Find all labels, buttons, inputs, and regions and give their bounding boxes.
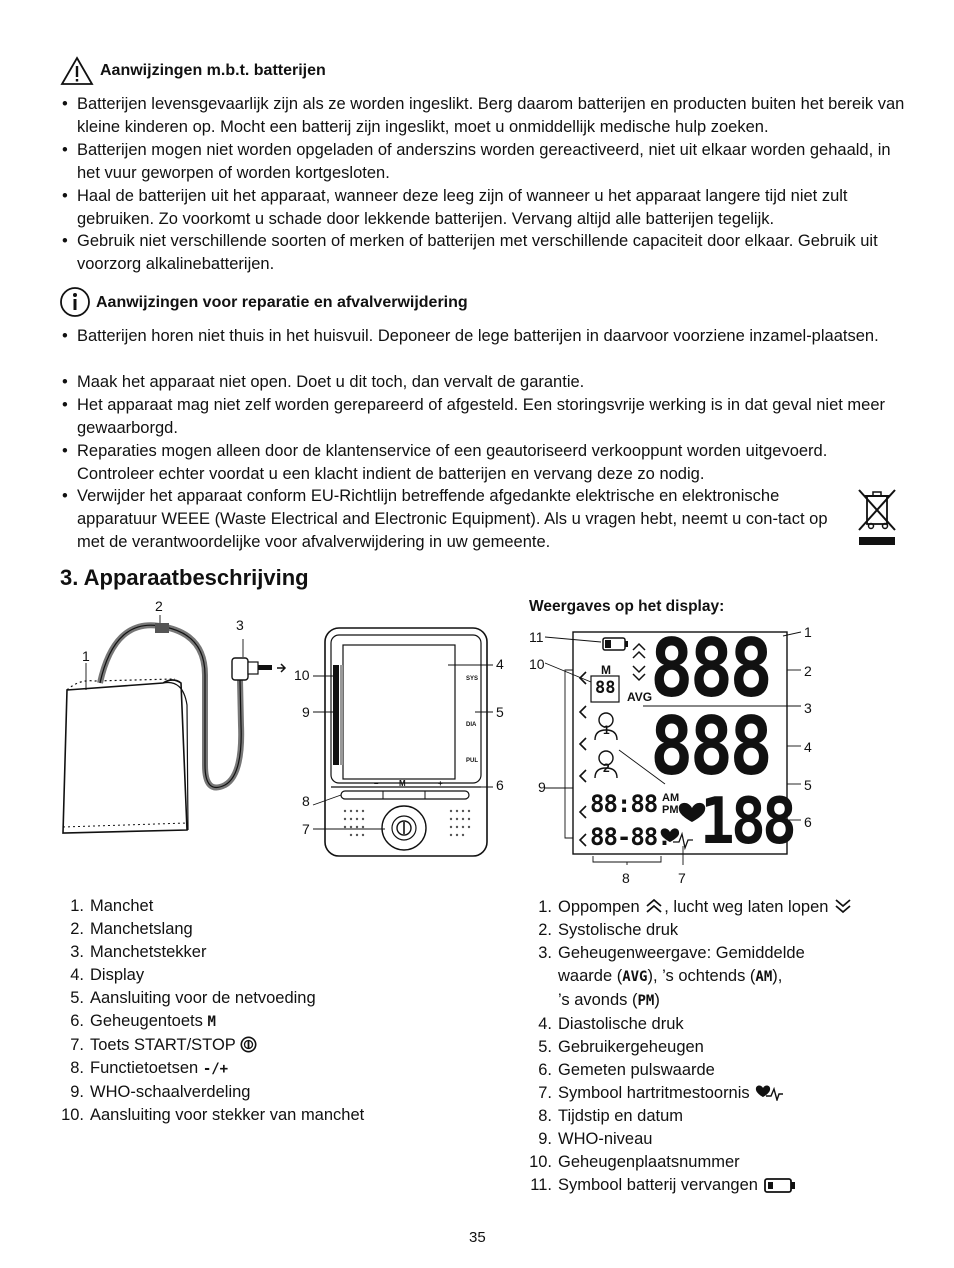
list-item: • Maak het apparaat niet open. Doet u dit toch, dan vervalt de garantie.: [62, 373, 585, 391]
warning-icon: [60, 56, 94, 86]
list-item: • Verwijder het apparaat conform EU-Richtlijn betreffende afgedankte elektrische en elektronische apparatuur WEEE (Waste Electrical and Electronic Equipment). Als u vragen hebt, neemt u con-tact op met de verantwoordelijke voor afvalverwijdering in uw gemeente.: [62, 487, 828, 551]
repair-heading: Aanwijzingen voor reparatie en afvalverwijdering: [96, 294, 468, 311]
pump-up-icon: [644, 898, 664, 914]
list-item: 5. Gebruikergeheugen: [538, 1038, 704, 1056]
list-item: • Batterijen levensgevaarlijk zijn als ze worden ingeslikt. Berg daarom batterijen en producten buiten het bereik van kleine kinderen op. Mocht een batterij zijn ingeslikt, moet u onmiddellijk medische hulp zoeken.: [62, 95, 905, 136]
list-item: 3. Manchetstekker: [70, 943, 207, 961]
sys-mark: SYS: [466, 676, 479, 682]
deflate-icon: [833, 898, 853, 914]
diagram-label-3: 3: [236, 617, 244, 633]
info-icon: [59, 286, 91, 318]
diagram-label-9: 9: [302, 704, 310, 720]
list-item: waarde (AVG), ’s ochtends (AM),: [558, 967, 783, 985]
battery-heading: Aanwijzingen m.b.t. batterijen: [100, 62, 326, 79]
display-legend-list: [528, 896, 908, 1197]
avg-glyph: AVG: [622, 969, 648, 985]
list-item: 6. Geheugentoets M: [70, 1012, 216, 1030]
display-label-8: 8: [622, 870, 630, 886]
list-item: • Reparaties mogen alleen door de klantenservice of een geautoriseerd verkooppunt worden uitgevoerd. Controleer echter voordat u een klacht indient de batterijen en vervang deze zo nodig.: [62, 442, 828, 483]
list-item: • Haal de batterijen uit het apparaat, wanneer deze leeg zijn of wanneer u het apparaat langere tijd niet zult gebruiken. Zo voorkomt u schade door lekkende batterijen. Vervang altijd alle batterijen tegelijk.: [62, 187, 848, 228]
diagram-label-7: 7: [302, 821, 310, 837]
function-keys-glyph: -/+: [202, 1061, 229, 1077]
weee-bin-icon: [855, 488, 899, 548]
pul-mark: PUL: [466, 758, 478, 764]
time-digits: 88:88: [590, 790, 658, 818]
display-label-11: 11: [529, 629, 544, 645]
date-digits: 88-88.: [590, 823, 671, 851]
list-item: 2. Manchetslang: [70, 920, 193, 938]
user2-indicator: 2: [603, 761, 610, 775]
list-item: 1. Oppompen , lucht weg laten lopen: [528, 896, 908, 919]
list-item: • Het apparaat mag niet zelf worden gerepareerd of afgesteld. Een storingsvrije werking is in dat geval niet meer gewaarborgd.: [62, 396, 886, 437]
arrhythmia-icon: [754, 1083, 784, 1101]
display-label-5: 5: [804, 777, 812, 793]
list-item: 9. WHO-niveau: [538, 1130, 653, 1148]
list-item: 1. Manchet: [70, 897, 154, 915]
diagram-label-2: 2: [155, 598, 163, 614]
list-item: • Batterijen mogen niet worden opgeladen of anderszins worden gereactiveerd, niet uit elkaar worden gehaald, in het vuur geworpen of worden kortgesloten.: [62, 141, 891, 182]
page-number: 35: [469, 1229, 486, 1246]
pulse-digits: 188: [700, 785, 794, 859]
diagram-label-4: 4: [496, 656, 504, 672]
memory-button: M: [399, 779, 406, 788]
am-indicator: AM: [662, 792, 680, 804]
device-parts-list: [60, 895, 480, 1127]
section-title: 3. Apparaatbeschrijving: [60, 565, 309, 590]
list-item: • Gebruik niet verschillende soorten of merken of batterijen met verschillende capaciteit door elkaar. Gebruik uit voorzorg alkalinebatterijen.: [62, 232, 878, 273]
display-label-6: 6: [804, 814, 812, 830]
list-item: 4. Display: [70, 966, 145, 984]
diagram-label-6: 6: [496, 777, 504, 793]
diagram-label-10: 10: [294, 667, 310, 683]
display-label-9: 9: [538, 779, 546, 795]
dia-mark: DIA: [466, 722, 477, 728]
device-diagram: [55, 595, 520, 870]
memory-key-glyph: M: [207, 1014, 216, 1030]
m-indicator: M: [601, 663, 611, 677]
list-item: 11. Symbool batterij vervangen: [528, 1174, 908, 1197]
display-label-4: 4: [804, 739, 812, 755]
display-label-1: 1: [804, 624, 812, 640]
list-item: 8. Functietoetsen -/+: [70, 1059, 229, 1077]
list-item: 6. Gemeten pulswaarde: [538, 1061, 715, 1079]
avg-indicator: AVG: [627, 690, 653, 704]
sys-digits: 888: [650, 622, 770, 715]
list-item: 9. WHO-schaalverdeling: [70, 1083, 251, 1101]
list-item: 5. Aansluiting voor de netvoeding: [70, 989, 316, 1007]
dia-digits: 888: [650, 700, 770, 793]
pm-indicator: PM: [662, 804, 679, 816]
list-item: 3. Geheugenweergave: Gemiddelde: [538, 944, 805, 962]
list-item: 2. Systolische druk: [538, 921, 679, 939]
battery-replace-icon: [763, 1176, 797, 1194]
user1-indicator: 1: [603, 723, 610, 737]
pm-glyph: PM: [637, 993, 655, 1009]
diagram-label-1: 1: [82, 648, 90, 664]
list-item: 8. Tijdstip en datum: [538, 1107, 684, 1125]
display-label-2: 2: [804, 663, 812, 679]
plus-button: +: [438, 779, 443, 788]
memory-digits: 88: [595, 678, 616, 698]
display-label-7: 7: [678, 870, 686, 886]
list-item: • Batterijen horen niet thuis in het huisvuil. Deponeer de lege batterijen in daarvoor voorziene inzamel-plaatsen.: [62, 327, 879, 345]
list-item: 10. Geheugenplaatsnummer: [529, 1153, 740, 1171]
display-label-3: 3: [804, 700, 812, 716]
diagram-label-8: 8: [302, 793, 310, 809]
list-item: 7. Toets START/STOP: [60, 1034, 480, 1057]
power-icon: [240, 1036, 257, 1053]
am-glyph: AM: [755, 969, 773, 985]
diagram-label-5: 5: [496, 704, 504, 720]
minus-button: –: [374, 779, 379, 788]
list-item: 10. Aansluiting voor stekker van manchet: [61, 1106, 365, 1124]
list-item: ’s avonds (PM): [558, 991, 660, 1009]
list-item: 7. Symbool hartritmestoornis: [528, 1082, 908, 1105]
display-title: Weergaves op het display:: [529, 598, 725, 615]
list-item: 4. Diastolische druk: [538, 1015, 684, 1033]
cuff: [63, 680, 187, 833]
display-label-10: 10: [529, 656, 545, 672]
